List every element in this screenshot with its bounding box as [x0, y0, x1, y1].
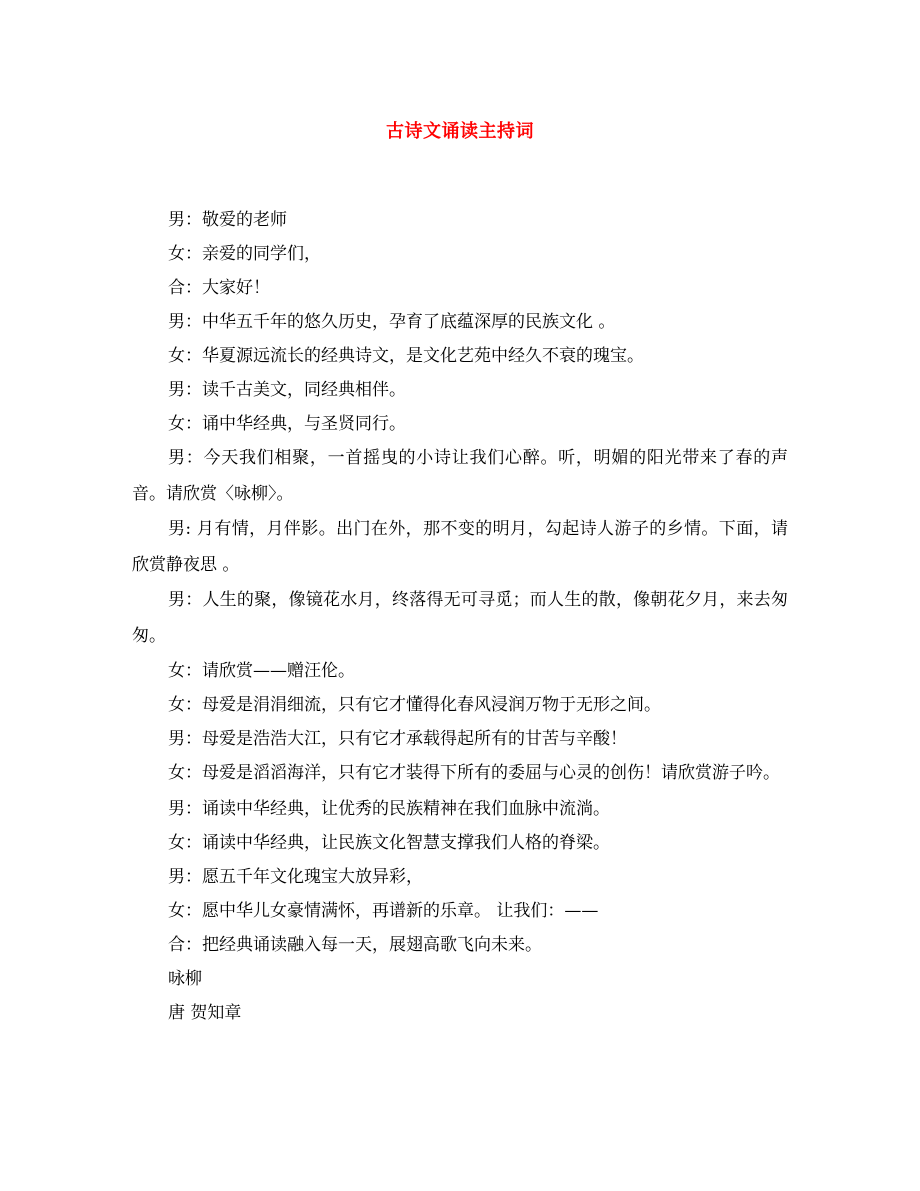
poem-author: 唐 贺知章	[168, 1002, 242, 1023]
paragraph: 合：把经典诵读融入每一天，展翅高歌飞向未来。	[168, 934, 542, 955]
paragraph: 男：愿五千年文化瑰宝大放异彩，	[168, 866, 423, 887]
paragraph: 男：诵读中华经典，让优秀的民族精神在我们血脉中流淌。	[168, 798, 610, 819]
paragraph: 女：愿中华儿女豪情满怀，再谱新的乐章。 让我们：——	[168, 900, 599, 921]
paragraph: 合：大家好！	[168, 278, 270, 298]
paragraph: 男: 月有情，月伴影。出门在外，那不变的明月，勾起诗人游子的乡情。下面，请欣赏静夜思 。	[132, 519, 788, 575]
paragraph: 女：华夏源远流长的经典诗文，是文化艺苑中经久不衰的瑰宝。	[168, 346, 644, 366]
paragraph: 女：诵中华经典，与圣贤同行。	[168, 414, 406, 434]
paragraph: 男：中华五千年的悠久历史，孕育了底蕴深厚的民族文化 。	[168, 312, 616, 332]
document-body	[132, 203, 788, 1030]
paragraph: 女：母爱是涓涓细流，只有它才懂得化春风浸润万物于无形之间。	[168, 695, 661, 715]
paragraph: 女：母爱是滔滔海洋，只有它才装得下所有的委屈与心灵的创伤！请欣赏游子吟。	[168, 763, 780, 783]
document-title: 古诗文诵读主持词	[386, 121, 534, 142]
paragraph: 男：读千古美文，同经典相伴。	[168, 380, 406, 400]
paragraph: 女：诵读中华经典，让民族文化智慧支撑我们人格的脊梁。	[168, 832, 610, 853]
paragraph: 男：今天我们相聚，一首摇曳的小诗让我们心醉。听，明媚的阳光带来了春的声音。请欣赏〈咏柳〉。	[132, 448, 788, 504]
paragraph: 男：母爱是浩浩大江，只有它才承载得起所有的甘苦与辛酸！	[168, 729, 627, 749]
paragraph: 女：请欣赏——赠汪伦。	[168, 661, 355, 681]
paragraph: 男：敬爱的老师	[168, 210, 287, 230]
paragraph: 男：人生的聚，像镜花水月，终落得无可寻觅；而人生的散，像朝花夕月，来去匆匆。	[132, 590, 788, 646]
poem-title: 咏柳	[168, 968, 202, 989]
paragraph: 女：亲爱的同学们，	[168, 244, 321, 264]
